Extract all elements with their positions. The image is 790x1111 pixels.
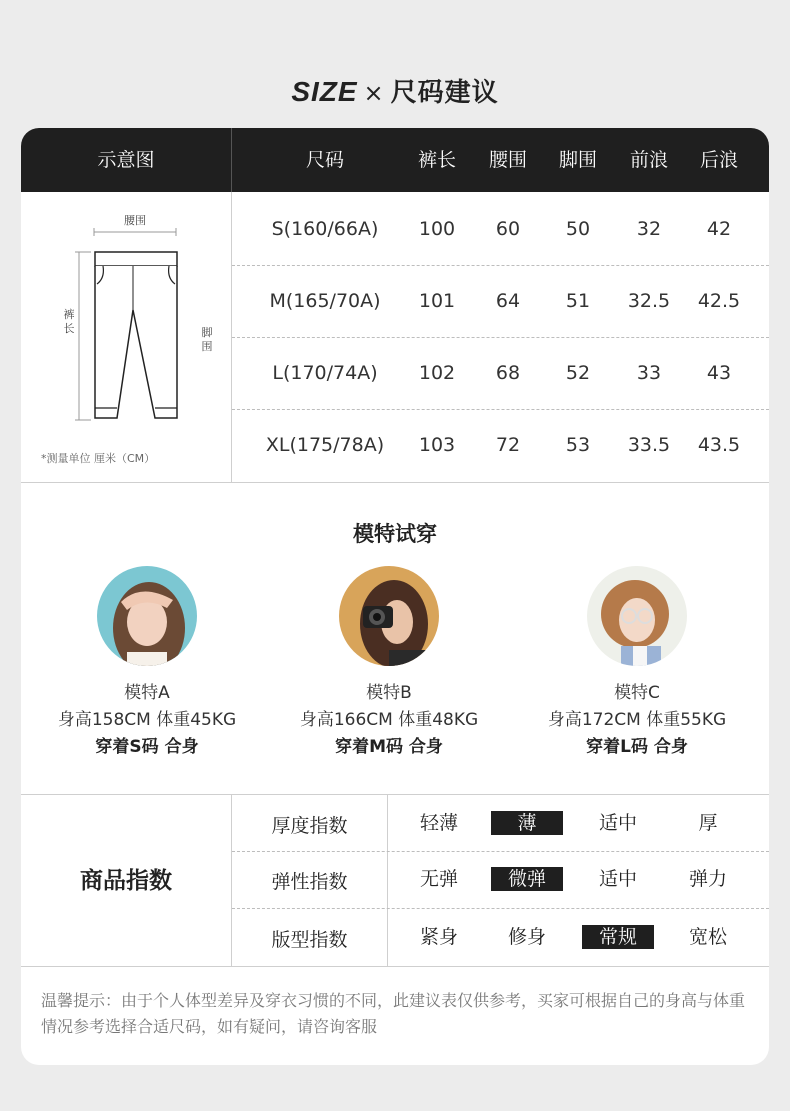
- waist-cell: 60: [495, 218, 521, 240]
- fit-option: 紧身: [419, 926, 458, 948]
- size-tip: 温馨提示：由于个人体型差异及穿衣习惯的不同，此建议表仅供参考，买家可根据自己的身高与体重情况参考选择合适尺码，如有疑问，请咨询客服: [41, 991, 746, 1036]
- thickness-option: 厚: [698, 812, 718, 834]
- model-a-avatar: [97, 566, 197, 666]
- diagram-unit-note: *测量单位 厘米（CM）: [41, 452, 156, 465]
- size-cell: M(165/70A): [269, 290, 381, 312]
- elasticity-index-label: 弹性指数: [271, 871, 348, 893]
- title-sep: ×: [363, 79, 385, 107]
- model-a-fit: 穿着S码 合身: [95, 737, 199, 757]
- front-rise-cell: 32: [636, 218, 662, 240]
- size-card: [21, 128, 769, 1065]
- model-b-fit: 穿着M码 合身: [335, 737, 443, 757]
- back-rise-cell: 42.5: [697, 290, 741, 312]
- header-hem: 脚围: [558, 149, 597, 171]
- back-rise-cell: 42: [706, 218, 732, 240]
- model-c-fit: 穿着L码 合身: [586, 737, 688, 757]
- waist-cell: 72: [495, 434, 521, 456]
- model-c-name: 模特C: [614, 683, 660, 703]
- size-table-header: [21, 128, 769, 192]
- title-brand: SIZE: [291, 76, 358, 107]
- header-back-rise: 后浪: [699, 149, 738, 171]
- elasticity-option: 无弹: [419, 868, 458, 890]
- length-cell: 101: [418, 290, 456, 312]
- header-front-rise: 前浪: [629, 149, 668, 171]
- header-length: 裤长: [417, 149, 456, 171]
- model-c-avatar: [587, 566, 687, 666]
- thickness-option: 适中: [598, 812, 637, 834]
- fit-option-selected: 常规: [582, 925, 654, 949]
- models-title: 模特试穿: [353, 522, 437, 546]
- diagram-hem-label-1: 脚: [201, 326, 213, 339]
- title-text: 尺码建议: [390, 78, 499, 108]
- header-diagram: 示意图: [97, 149, 155, 171]
- model-b-stats: 身高166CM 体重48KG: [299, 710, 479, 730]
- waist-cell: 64: [495, 290, 521, 312]
- waist-cell: 68: [495, 362, 521, 384]
- model-b-name: 模特B: [366, 683, 412, 703]
- model-card-c: [517, 566, 757, 757]
- front-rise-cell: 33.5: [627, 434, 671, 456]
- hem-cell: 50: [565, 218, 591, 240]
- size-cell: S(160/66A): [271, 218, 379, 240]
- model-c-stats: 身高172CM 体重55KG: [547, 710, 727, 730]
- hem-cell: 51: [565, 290, 591, 312]
- length-cell: 102: [418, 362, 456, 384]
- model-card-a: [27, 566, 267, 757]
- back-rise-cell: 43.5: [697, 434, 741, 456]
- hem-cell: 52: [565, 362, 591, 384]
- model-b-avatar: [339, 566, 439, 666]
- front-rise-cell: 32.5: [627, 290, 671, 312]
- model-a-name: 模特A: [124, 683, 170, 703]
- thickness-option-selected: 薄: [491, 811, 563, 835]
- page-title: [0, 72, 790, 109]
- diagram-waist-label: 腰围: [124, 214, 146, 227]
- elasticity-option: 弹力: [688, 868, 727, 890]
- model-a-stats: 身高158CM 体重45KG: [57, 710, 237, 730]
- product-index-title: 商品指数: [80, 868, 172, 894]
- fit-index-label: 版型指数: [271, 929, 348, 951]
- diagram-length-label-1: 裤: [63, 308, 75, 321]
- length-cell: 103: [418, 434, 456, 456]
- fit-option: 修身: [507, 926, 546, 948]
- diagram-hem-label-2: 围: [201, 340, 213, 353]
- length-cell: 100: [418, 218, 456, 240]
- pants-diagram: [41, 210, 221, 430]
- back-rise-cell: 43: [706, 362, 732, 384]
- elasticity-option: 适中: [598, 868, 637, 890]
- model-card-b: [269, 566, 509, 757]
- fit-option: 宽松: [688, 926, 727, 948]
- elasticity-option-selected: 微弹: [491, 867, 563, 891]
- front-rise-cell: 33: [636, 362, 662, 384]
- thickness-index-label: 厚度指数: [271, 815, 348, 837]
- hem-cell: 53: [565, 434, 591, 456]
- header-size: 尺码: [305, 149, 344, 171]
- thickness-option: 轻薄: [419, 812, 458, 834]
- size-cell: L(170/74A): [272, 362, 378, 384]
- diagram-length-label-2: 长: [63, 322, 75, 335]
- size-cell: XL(175/78A): [265, 434, 385, 456]
- header-waist: 腰围: [488, 149, 527, 171]
